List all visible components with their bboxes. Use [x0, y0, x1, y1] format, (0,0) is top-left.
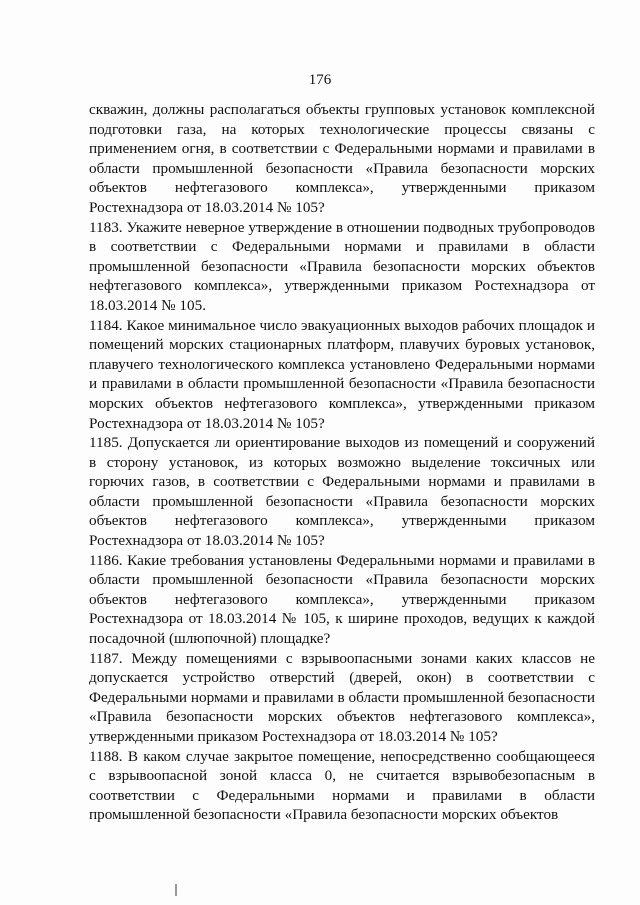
question-1185: 1185. Допускается ли ориентирование выходов из помещений и сооружений в сторону установок, из которых возможно выделение токсичных или горючих газов, в соответствии с Федеральными нормами и правилами в области промышленной безопасности «Правила безопасности морских объектов нефтегазового комплекса», утвержденными приказом Ростехнадзора от 18.03.2014 № 105? — [89, 434, 595, 550]
page-number: 176 — [308, 72, 332, 88]
scan-artifact — [175, 884, 177, 896]
paragraph-continuation: скважин, должны располагаться объекты групповых установок комплексной подготовки газа, на которых технологические процессы связаны с применением огня, в соответствии с Федеральными нормами и правилами в области промышленной безопасности «Правила безопасности морских объектов нефтегазового комплекса», утвержденными приказом Ростехнадзора от 18.03.2014 № 105? — [89, 101, 595, 216]
question-1188: 1188. В каком случае закрытое помещение, непосредственно сообщающееся с взрывоопасной зоной класса 0, не считается взрывобезопасным в соответствии с Федеральными нормами и правилами в области промышленной безопасности «Правила безопасности морских объектов — [89, 747, 595, 824]
question-1183: 1183. Укажите неверное утверждение в отношении подводных трубопроводов в соответствии с Федеральными нормами и правилами в области промышленной безопасности «Правила безопасности морских объектов нефтегазового комплекса», утвержденными приказом Ростехнадзора от 18.03.2014 № 105. — [89, 218, 595, 314]
question-1187: 1187. Между помещениями с взрывоопасными зонами каких классов не допускается устройство отверстий (дверей, окон) в соответствии с Федеральными нормами и правилами в области промышленной безопасности «Правила безопасности морских объектов нефтегазового комплекса», утвержденными приказом Ростехнадзора от 18.03.2014 № 105? — [89, 649, 595, 745]
page-body — [89, 100, 595, 825]
question-1184: 1184. Какое минимальное число эвакуационных выходов рабочих площадок и помещений морских стационарных платформ, плавучих буровых установок, плавучего технологического комплекса установлено Федеральными нормами и правилами в области промышленной безопасности «Правила безопасности морских объектов нефтегазового комплекса», утвержденными приказом Ростехнадзора от 18.03.2014 № 105? — [89, 316, 595, 432]
question-1186: 1186. Какие требования установлены Федеральными нормами и правилами в области промышленной безопасности «Правила безопасности морских объектов нефтегазового комплекса», утвержденными приказом Ростехнадзора от 18.03.2014 № 105, к ширине проходов, ведущих к каждой посадочной (шлюпочной) площадке? — [89, 551, 595, 648]
